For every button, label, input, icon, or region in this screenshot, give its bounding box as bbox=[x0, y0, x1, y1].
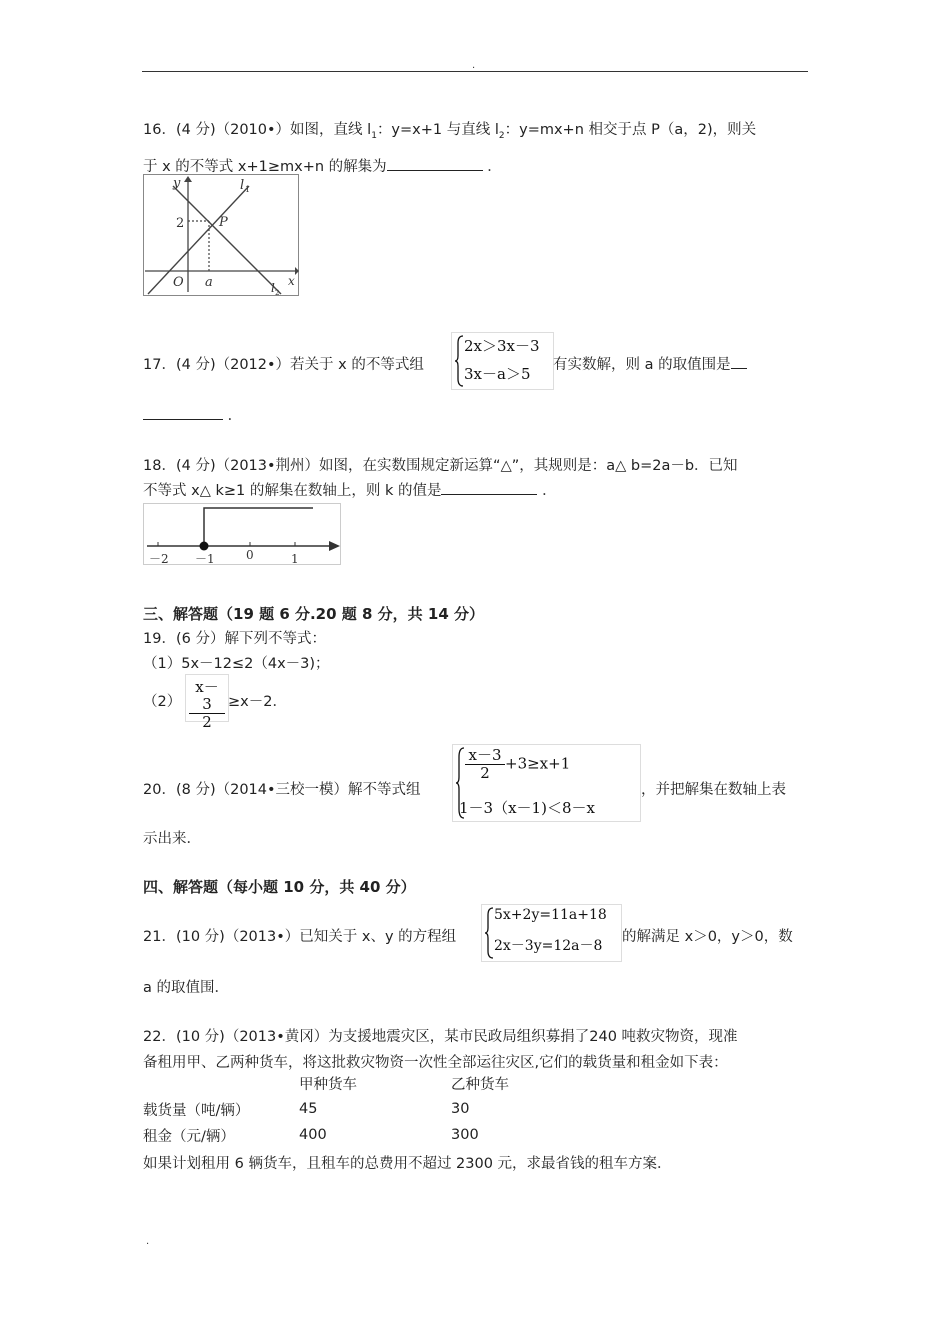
q16-label-l2-sub: 2 bbox=[275, 289, 280, 296]
q18-solid-dot bbox=[200, 542, 209, 551]
q21-text-a: 21．(10 分)（2013•）已知关于 x、y 的方程组 bbox=[143, 929, 457, 945]
q22-line-last: 如果计划租用 6 辆货车，且租车的总费用不超过 2300 元，求最省钱的租车方案． bbox=[143, 1156, 672, 1172]
q18-label-neg1: －1 bbox=[195, 552, 215, 565]
q20-row1 bbox=[465, 747, 570, 782]
q19-numerator: x－3 bbox=[189, 679, 225, 714]
q22-cargo-table bbox=[143, 1070, 601, 1148]
q20-denominator: 2 bbox=[480, 764, 490, 782]
section3-title: 三、解答题（19 题 6 分.20 题 8 分，共 14 分） bbox=[143, 605, 484, 623]
q21-brace-icon bbox=[484, 907, 494, 959]
q19-line1: 19．(6 分）解下列不等式： bbox=[143, 631, 326, 647]
q22-line1: 22．(10 分)（2013•黄冈）为支援地震灾区，某市民政局组织募捐了240 吨救灾物资，现准 bbox=[143, 1029, 738, 1045]
q17-row1: 2x＞3x－3 bbox=[464, 337, 540, 355]
q16-label-x: x bbox=[288, 274, 295, 288]
table-row bbox=[143, 1122, 601, 1148]
q16-label-p: P bbox=[219, 215, 228, 230]
q16-text-b: ：y=x+1 与直线 l bbox=[376, 122, 499, 138]
q17-text-a: 17．(4 分)（2012•）若关于 x 的不等式组 bbox=[143, 357, 424, 373]
q18-number-line-figure bbox=[143, 503, 341, 565]
q18-line2-text: 不等式 x△ k≥1 的解集在数轴上，则 k 的值是 bbox=[143, 483, 442, 499]
header-mark: . bbox=[472, 60, 476, 71]
q16-line1 bbox=[143, 118, 756, 141]
q16-line2 bbox=[143, 155, 502, 176]
q18-line1: 18．(4 分)（2013•荆州）如图，在实数围规定新运算“△”，其规则是：a△ b=2a－b．已知 bbox=[143, 458, 738, 474]
q20-row2: 1－3（x－1)＜8－x bbox=[459, 799, 595, 817]
q16-label-l2: l bbox=[271, 281, 275, 295]
q21-row1: 5x+2y=11a+18 bbox=[494, 907, 607, 923]
q16-label-two: 2 bbox=[176, 216, 185, 231]
q18-line2-end: ． bbox=[542, 483, 557, 499]
q20-text-a: 20．(8 分)（2014•三校一模）解不等式组 bbox=[143, 782, 421, 798]
footer-mark: . bbox=[146, 1236, 150, 1247]
table-cell: 30 bbox=[451, 1101, 470, 1117]
q17-text-b: 有实数解，则 a 的取值围是 bbox=[553, 357, 731, 373]
q17-blank-b bbox=[143, 405, 223, 420]
q18-label-1: 1 bbox=[291, 552, 299, 565]
q17-row2: 3x－a＞5 bbox=[464, 365, 531, 383]
q16-graph-figure bbox=[143, 174, 299, 296]
q20-line2: 示出来． bbox=[143, 831, 201, 847]
q17-text-b-wrap bbox=[553, 353, 747, 374]
table-header-cell: 甲种货车 bbox=[299, 1076, 357, 1093]
q17-brace-icon bbox=[454, 335, 464, 387]
q21-row2: 2x－3y=12a－8 bbox=[494, 938, 603, 954]
q16-sub2: 2 bbox=[498, 131, 505, 141]
q16-label-l1-sub: 1 bbox=[245, 185, 251, 194]
table-cell: 租金（元/辆） bbox=[143, 1128, 235, 1145]
table-header-cell: 乙种货车 bbox=[451, 1076, 509, 1093]
table-cell: 400 bbox=[299, 1127, 327, 1143]
table-header-cell bbox=[143, 1070, 299, 1096]
q17-blank-a bbox=[731, 354, 747, 369]
q18-label-neg2: －2 bbox=[149, 552, 169, 565]
q20-row1-tail: +3≥x+1 bbox=[505, 754, 571, 773]
q16-text-a: 16．(4 分)（2010•）如图，直线 l bbox=[143, 122, 372, 138]
q19-denominator: 2 bbox=[202, 713, 212, 731]
q21-line2: a 的取值围． bbox=[143, 980, 229, 996]
q19-part1: （1）5x－12≤2（4x－3)； bbox=[143, 656, 330, 672]
q21-text-b: 的解满足 x＞0，y＞0，数 bbox=[622, 929, 793, 945]
table-cell: 载货量（吨/辆） bbox=[143, 1102, 250, 1119]
q18-label-0: 0 bbox=[246, 548, 254, 562]
q19-part2-label: （2） bbox=[143, 694, 182, 710]
table-header-row bbox=[143, 1070, 601, 1096]
q17-system bbox=[451, 332, 554, 390]
q19-part2-tail: ≥x－2． bbox=[228, 694, 287, 710]
q16-label-o: O bbox=[173, 275, 184, 290]
table-row bbox=[143, 1096, 601, 1122]
header-rule bbox=[142, 71, 808, 72]
q19-fraction bbox=[185, 674, 229, 731]
q20-system bbox=[452, 744, 641, 822]
q17-line2 bbox=[143, 404, 242, 425]
q16-line2-text: 于 x 的不等式 x+1≥mx+n 的解集为 bbox=[143, 159, 387, 175]
q16-sub1: 1 bbox=[371, 131, 377, 141]
q16-label-y: y bbox=[173, 176, 181, 191]
table-cell: 45 bbox=[299, 1101, 318, 1117]
q17-line2-end: ． bbox=[227, 408, 243, 424]
q16-line2-end: ． bbox=[487, 159, 502, 175]
q18-line2 bbox=[143, 479, 557, 500]
q20-text-b: ，并把解集在数轴上表 bbox=[641, 782, 786, 798]
q18-answer-blank bbox=[441, 480, 537, 495]
table-cell: 300 bbox=[451, 1127, 479, 1143]
q20-numerator: x－3 bbox=[465, 747, 505, 765]
q16-answer-blank bbox=[387, 156, 483, 171]
q16-label-a: a bbox=[205, 275, 213, 290]
q16-label-l1: l bbox=[240, 178, 245, 193]
q22-line2: 备租用甲、乙两种货车，将这批救灾物资一次性全部运往灾区,它们的载货量和租金如下表： bbox=[143, 1055, 728, 1071]
q21-system bbox=[481, 904, 622, 962]
q16-text-c: ：y=mx+n 相交于点 P（a，2)，则关 bbox=[504, 122, 757, 138]
section4-title: 四、解答题（每小题 10 分，共 40 分） bbox=[143, 878, 416, 896]
